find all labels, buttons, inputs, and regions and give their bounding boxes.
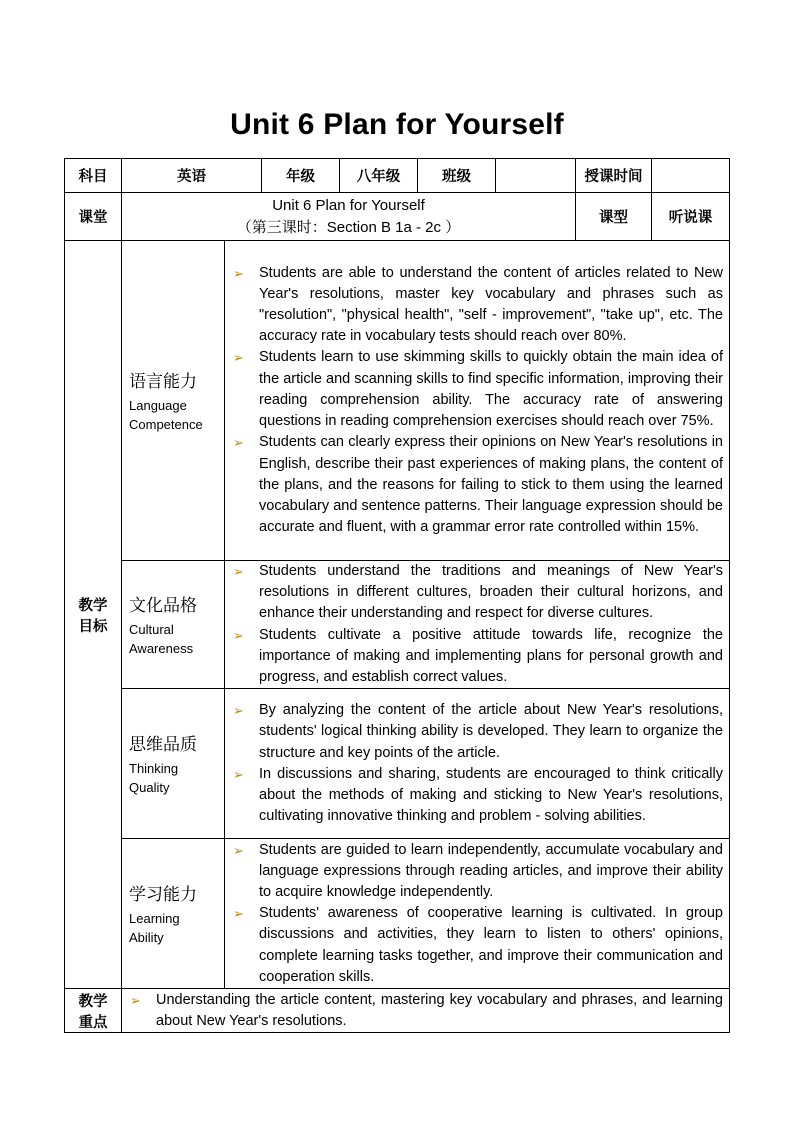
objective-points-cell bbox=[225, 839, 730, 989]
arrow-bullet-icon: ➢ bbox=[233, 627, 244, 643]
point-text: Understanding the article content, mastering key vocabulary and phrases, and learning about New Year's resolutions. bbox=[156, 991, 723, 1029]
key-points-label bbox=[65, 989, 122, 1033]
objective-points bbox=[225, 263, 729, 539]
list-item bbox=[233, 561, 723, 625]
time-value bbox=[652, 159, 730, 193]
category-name-en: Quality bbox=[129, 780, 170, 796]
key-points-list bbox=[122, 990, 729, 1032]
lesson-plan-table bbox=[64, 158, 730, 1033]
objective-points-cell bbox=[225, 689, 730, 839]
lesson-label: 课堂 bbox=[65, 193, 122, 241]
objective-points bbox=[225, 700, 729, 827]
page-title: Unit 6 Plan for Yourself bbox=[230, 108, 564, 141]
point-text: Students are able to understand the content of articles related to New Year's resolutions, master key vocabulary and phrases such as "resolution", "physical health", "self - improvement", "take up", etc. The accuracy rate in vocabulary tests should reach over 80%. bbox=[259, 264, 723, 345]
arrow-bullet-icon: ➢ bbox=[233, 703, 244, 719]
category-name-cn: 思维品质 bbox=[129, 735, 197, 756]
grade-label: 年级 bbox=[262, 159, 340, 193]
list-item bbox=[233, 903, 723, 988]
subject-value: 英语 bbox=[122, 159, 262, 193]
point-text: Students learn to use skimming skills to quickly obtain the main idea of the article and scanning skills to find specific information, improving their reading comprehension ability. The accuracy rate of answering questions in reading comprehension exercises should reach over 75%. bbox=[259, 349, 723, 430]
category-name-en: Thinking bbox=[129, 761, 179, 777]
objective-row bbox=[65, 689, 730, 839]
arrow-bullet-icon: ➢ bbox=[233, 906, 244, 922]
point-text: Students understand the traditions and meanings of New Year's resolutions in different cultures, broaden their cultural horizons, and enhance their understanding and respect for diverse cultures. bbox=[259, 563, 723, 622]
category-name-en: Learning bbox=[129, 911, 180, 927]
lesson-title-line2: （第三课时：Section B 1a - 2c ） bbox=[236, 218, 461, 236]
key-points-label-line2: 重点 bbox=[78, 1014, 108, 1031]
arrow-bullet-icon: ➢ bbox=[130, 992, 141, 1008]
list-item bbox=[233, 263, 723, 348]
objectives-label-line1: 教学 bbox=[78, 597, 108, 614]
arrow-bullet-icon: ➢ bbox=[233, 842, 244, 858]
category-cell bbox=[122, 561, 225, 689]
arrow-bullet-icon: ➢ bbox=[233, 265, 244, 281]
key-points-label-line1: 教学 bbox=[78, 993, 108, 1010]
category-name-cn: 文化品格 bbox=[129, 596, 197, 617]
objective-row bbox=[65, 241, 730, 561]
lesson-title bbox=[122, 193, 576, 241]
point-text: Students are guided to learn independently, accumulate vocabulary and language expressions through reading articles, and improve their ability to acquire knowledge independently. bbox=[259, 841, 723, 900]
category-name-en: Ability bbox=[129, 930, 164, 946]
category-name-en: Competence bbox=[129, 417, 203, 432]
class-label: 班级 bbox=[418, 159, 496, 193]
time-label: 授课时间 bbox=[576, 159, 652, 193]
objectives-label bbox=[65, 241, 122, 989]
arrow-bullet-icon: ➢ bbox=[233, 350, 244, 366]
category-cell bbox=[122, 689, 225, 839]
category-name-cn: 学习能力 bbox=[129, 885, 197, 906]
lesson-type-value: 听说课 bbox=[652, 193, 730, 241]
lesson-title-line1: Unit 6 Plan for Yourself bbox=[272, 196, 425, 214]
list-item bbox=[233, 625, 723, 689]
point-text: Students can clearly express their opinions on New Year's resolutions in English, describe their past experiences of making plans, the content of the plans, and the reasons for failing to stick to them using the learned vocabulary and sentence patterns. Their language expression should be accurate and fluent, with a grammar error rate controlled within 15%. bbox=[259, 434, 723, 536]
key-points-row bbox=[65, 989, 730, 1033]
category-cell bbox=[122, 241, 225, 561]
point-text: By analyzing the content of the article about New Year's resolutions, students' logical thinking ability is developed. They learn to organize the structure and key points of the article. bbox=[259, 702, 723, 761]
category-name-en: Cultural bbox=[129, 622, 174, 638]
point-text: Students' awareness of cooperative learning is cultivated. In group discussions and activities, they learn to listen to others' opinions, complete learning tasks together, and improve their communication and cooperation skills. bbox=[259, 905, 723, 985]
lesson-type-label: 课型 bbox=[576, 193, 652, 241]
objectives-label-line2: 目标 bbox=[78, 618, 108, 635]
list-item bbox=[233, 432, 723, 538]
objective-points-cell bbox=[225, 241, 730, 561]
category-name-cn: 语言能力 bbox=[129, 372, 197, 392]
lesson-row bbox=[65, 193, 730, 241]
category-cell bbox=[122, 839, 225, 989]
list-item bbox=[233, 764, 723, 828]
objective-points-cell bbox=[225, 561, 730, 689]
list-item bbox=[233, 840, 723, 904]
point-text: Students cultivate a positive attitude towards life, recognize the importance of making and implementing plans for personal growth and progress, and establish correct values. bbox=[259, 626, 723, 686]
arrow-bullet-icon: ➢ bbox=[233, 435, 244, 451]
key-points-cell bbox=[122, 989, 730, 1033]
arrow-bullet-icon: ➢ bbox=[233, 564, 244, 579]
class-value bbox=[496, 159, 576, 193]
objective-row bbox=[65, 561, 730, 689]
header-row bbox=[65, 159, 730, 193]
category-name-en: Language bbox=[129, 398, 187, 413]
arrow-bullet-icon: ➢ bbox=[233, 766, 244, 782]
objective-points bbox=[225, 840, 729, 988]
objective-points bbox=[225, 561, 729, 688]
category-name-en: Awareness bbox=[129, 641, 194, 657]
point-text: In discussions and sharing, students are encouraged to think critically about the methods of making and sticking to New Year's resolutions, cultivating innovative thinking and problem - solving abilities. bbox=[259, 765, 723, 825]
list-item bbox=[233, 700, 723, 764]
subject-label: 科目 bbox=[65, 159, 122, 193]
list-item bbox=[233, 347, 723, 432]
list-item bbox=[130, 990, 723, 1032]
objective-row bbox=[65, 839, 730, 989]
grade-value: 八年级 bbox=[340, 159, 418, 193]
